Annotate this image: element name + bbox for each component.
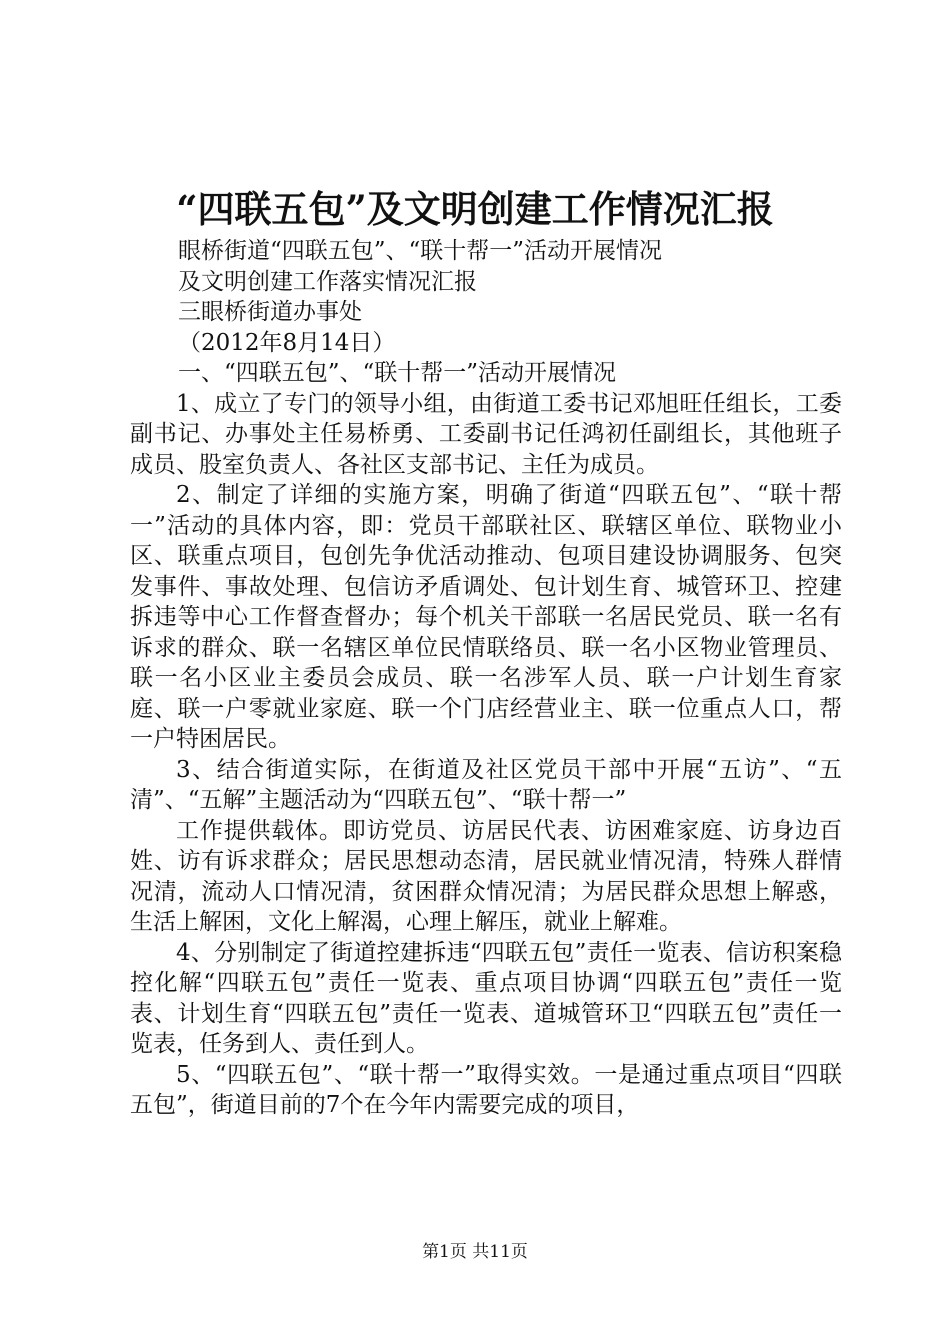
paragraph-3: 3、结合街道实际，在街道及社区党员干部中开展“五访”、“五清”、“五解”主题活动为“四联五包”、“联十帮一” [130, 756, 842, 813]
paragraph-4: 4、分别制定了街道控建拆违“四联五包”责任一览表、信访积案稳控化解“四联五包”责任一览表、重点项目协调“四联五包”责任一览表、计划生育“四联五包”责任一览表、道城管环卫“四联五包”责任一览表，任务到人、责任到人。 [130, 939, 842, 1057]
document-title: “四联五包”及文明创建工作情况汇报 [176, 187, 774, 231]
issuer-line: 三眼桥街道办事处 [178, 299, 362, 325]
paragraph-3-continued: 工作提供载体。即访党员、访居民代表、访困难家庭、访身边百姓、访有诉求群众；居民思想动态清，居民就业情况清，特殊人群情况清，流动人口情况清，贫困群众情况清；为居民群众思想上解惑，生活上解困，文化上解渴，心理上解压，就业上解难。 [130, 817, 842, 935]
page-footer: 第1页 共11页 [422, 1242, 528, 1262]
section-heading: 一、“四联五包”、“联十帮一”活动开展情况 [178, 360, 617, 386]
subtitle-line-1: 眼桥街道“四联五包”、“联十帮一”活动开展情况 [178, 238, 663, 264]
document-body [130, 236, 842, 1121]
paragraph-5: 5、“四联五包”、“联十帮一”取得实效。一是通过重点项目“四联五包”，街道目前的7个在今年内需要完成的项目， [130, 1061, 842, 1118]
paragraph-2: 2、制定了详细的实施方案，明确了街道“四联五包”、“联十帮一”活动的具体内容，即：党员干部联社区、联辖区单位、联物业小区、联重点项目，包创先争优活动推动、包项目建设协调服务、包突发事件、事故处理、包信访矛盾调处、包计划生育、城管环卫、控建拆违等中心工作督查督办；每个机关干部联一名居民党员、联一名有诉求的群众、联一名辖区单位民情联络员、联一名小区物业管理员、联一名小区业主委员会成员、联一名涉军人员、联一户计划生育家庭、联一户零就业家庭、联一个门店经营业主、联一位重点人口，帮一户特困居民。 [130, 482, 842, 752]
subtitle-line-2: 及文明创建工作落实情况汇报 [178, 268, 477, 295]
date-line: （2012年8月14日） [178, 329, 396, 356]
paragraph-1: 1、成立了专门的领导小组，由街道工委书记邓旭旺任组长，工委副书记、办事处主任易桥勇、工委副书记任鸿初任副组长，其他班子成员、股室负责人、各社区支部书记、主任为成员。 [130, 390, 842, 478]
